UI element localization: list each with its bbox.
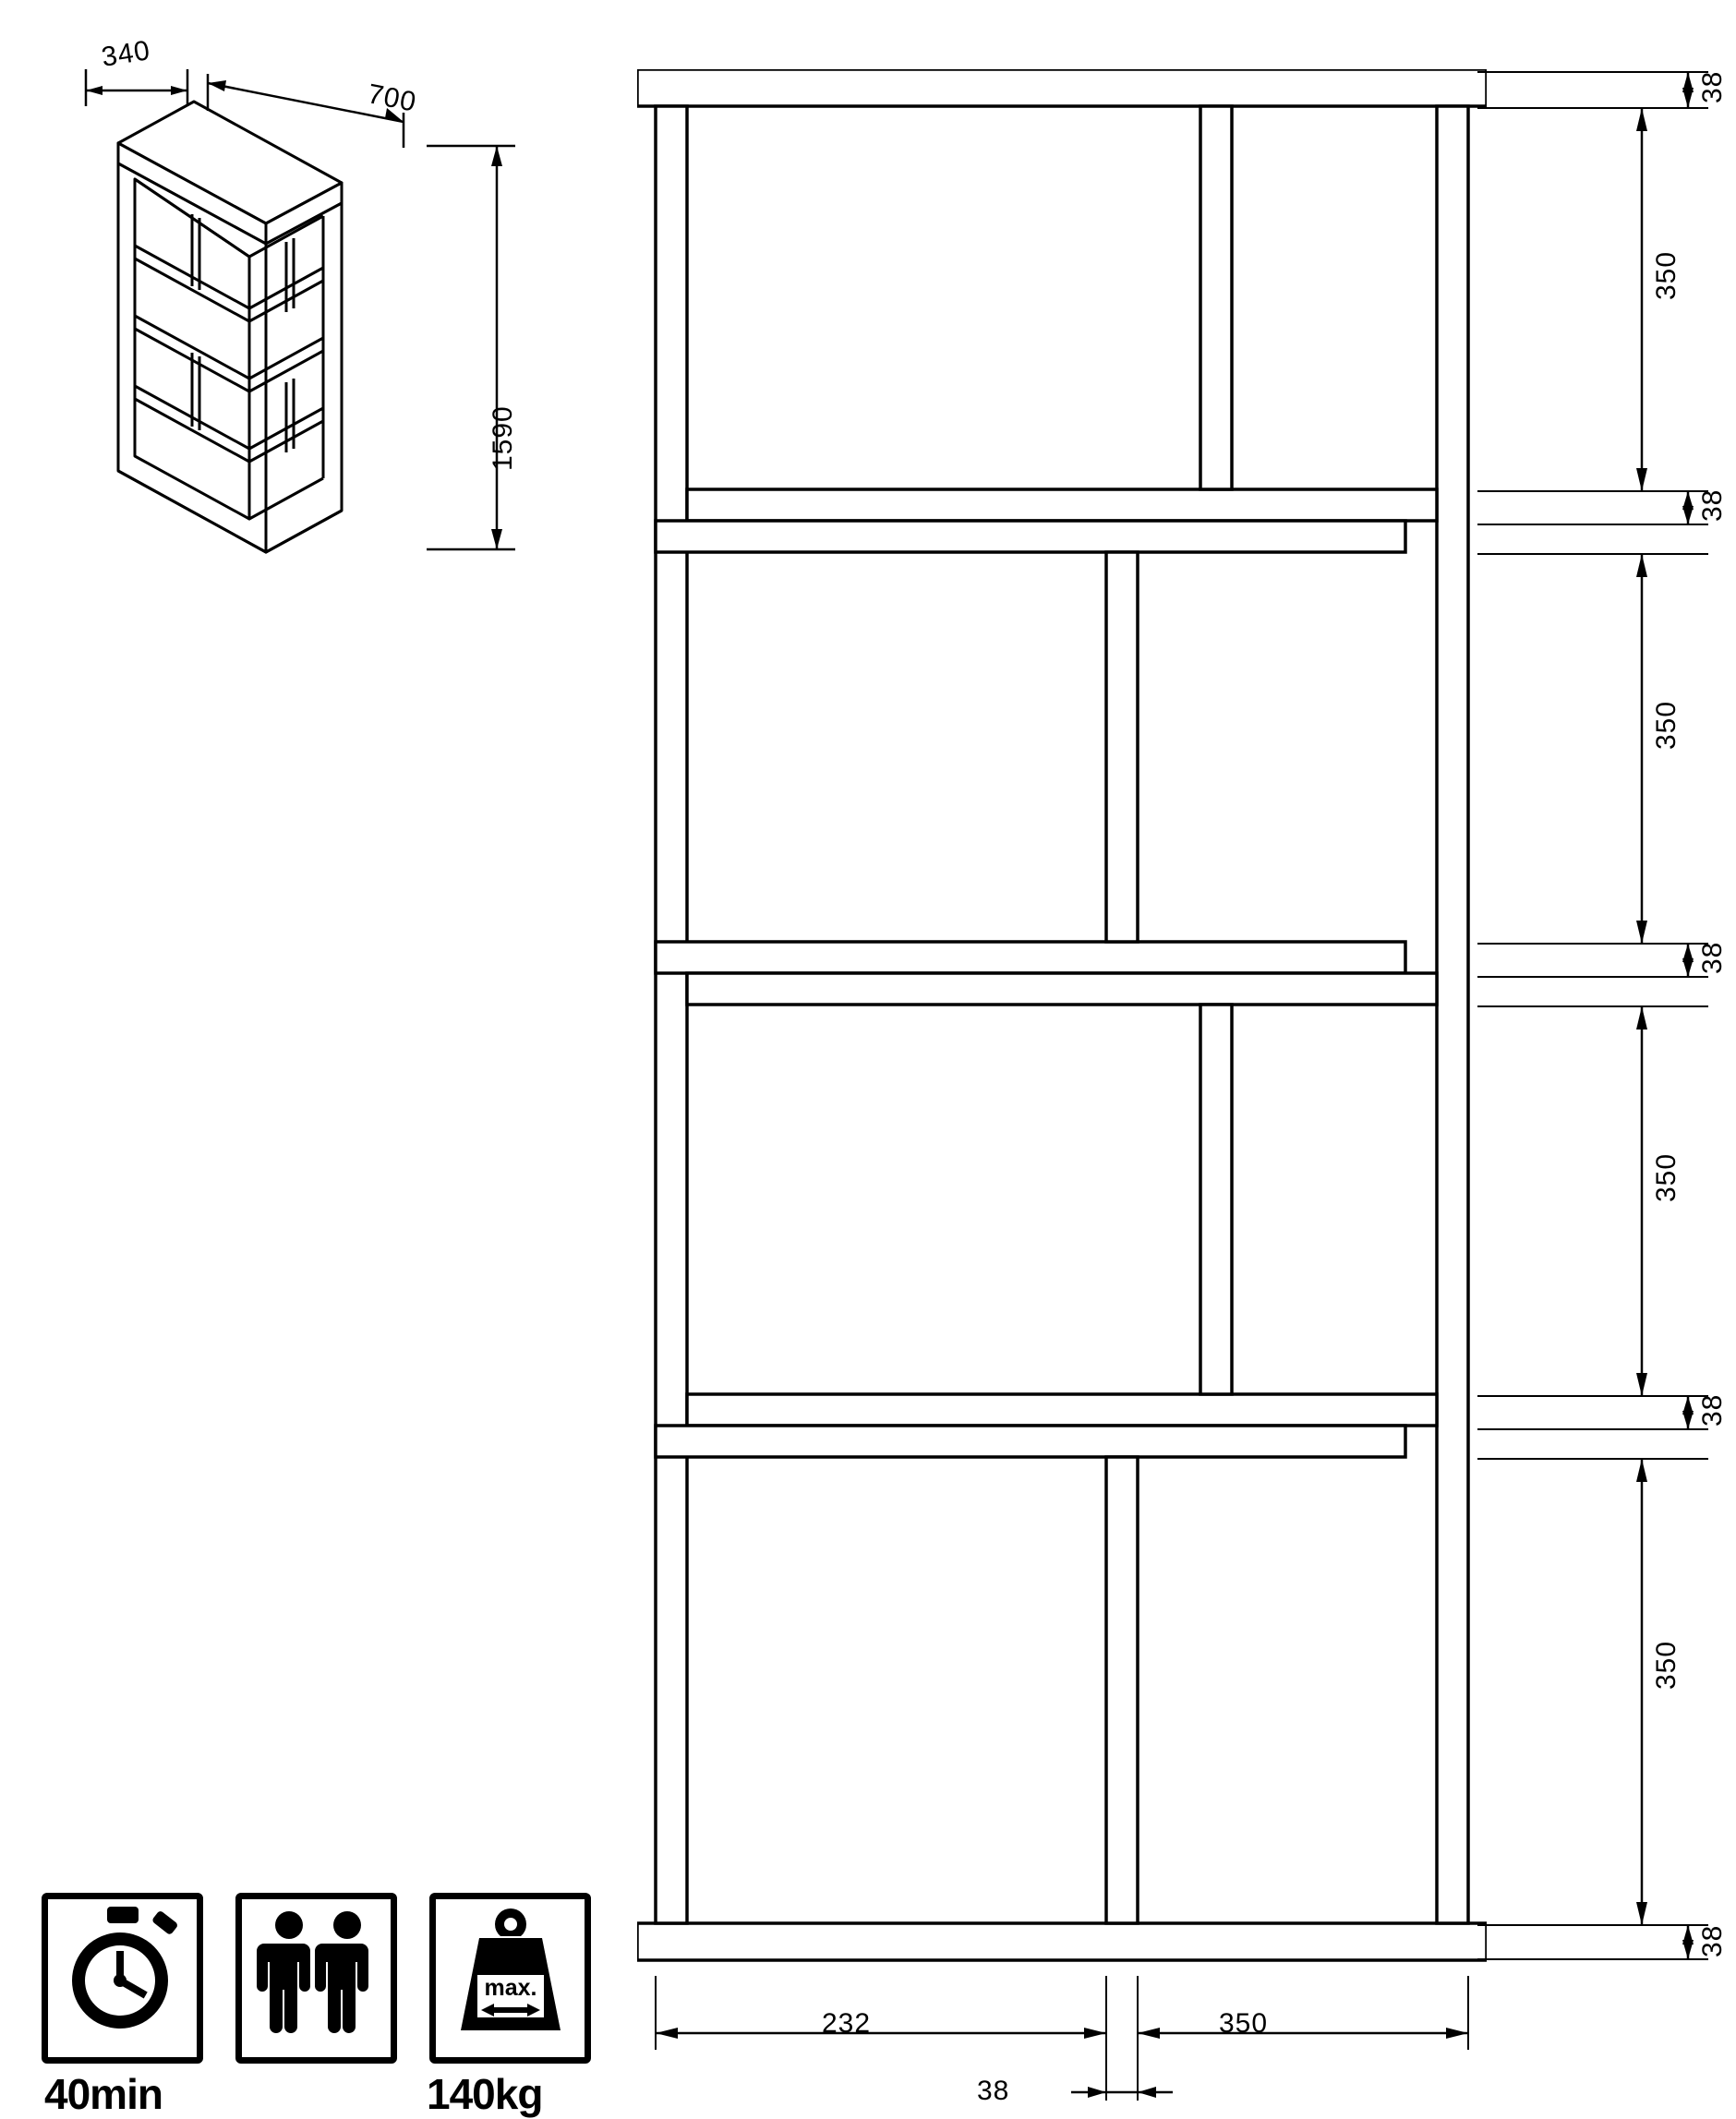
dim-label-opening-4: 350 <box>1651 1640 1682 1690</box>
dim-label-panel-5: 38 <box>1697 1924 1728 1957</box>
dim-label-opening-1: 350 <box>1651 250 1682 300</box>
dim-label-opening-2: 350 <box>1651 700 1682 750</box>
weight-icon <box>439 1899 582 2042</box>
front-elevation <box>637 69 1487 1990</box>
dim-label-panel-1: 38 <box>1697 70 1728 103</box>
horizontal-dimension-row <box>637 1976 1487 2119</box>
dim-label-panel-4: 38 <box>1697 1393 1728 1427</box>
max-load-caption: 140kg <box>427 2070 543 2118</box>
dim-label-divider-width: 38 <box>977 2076 1010 2106</box>
dim-label-panel-3: 38 <box>1697 941 1728 974</box>
dim-label-width-right: 350 <box>1219 2008 1269 2039</box>
iso-dim-height-label: 1590 <box>488 405 518 471</box>
dim-label-width-left: 232 <box>822 2008 872 2039</box>
iso-dim-height <box>425 129 545 720</box>
stopwatch-icon <box>54 1899 192 2038</box>
people-required-icon-box <box>235 1893 397 2064</box>
max-label: max. <box>484 1975 537 2001</box>
assembly-time-icon-box <box>42 1893 203 2064</box>
assembly-time-caption: 40min <box>44 2070 163 2118</box>
max-load-icon-box <box>429 1893 591 2064</box>
assembly-info-icons <box>28 1893 591 2119</box>
vertical-dimension-column <box>1477 55 1727 2013</box>
dim-label-panel-2: 38 <box>1697 488 1728 522</box>
iso-dim-width-label: 700 <box>365 78 419 118</box>
two-people-icon <box>247 1899 386 2042</box>
dim-label-opening-3: 350 <box>1651 1152 1682 1202</box>
iso-dim-depth-label: 340 <box>99 35 153 73</box>
